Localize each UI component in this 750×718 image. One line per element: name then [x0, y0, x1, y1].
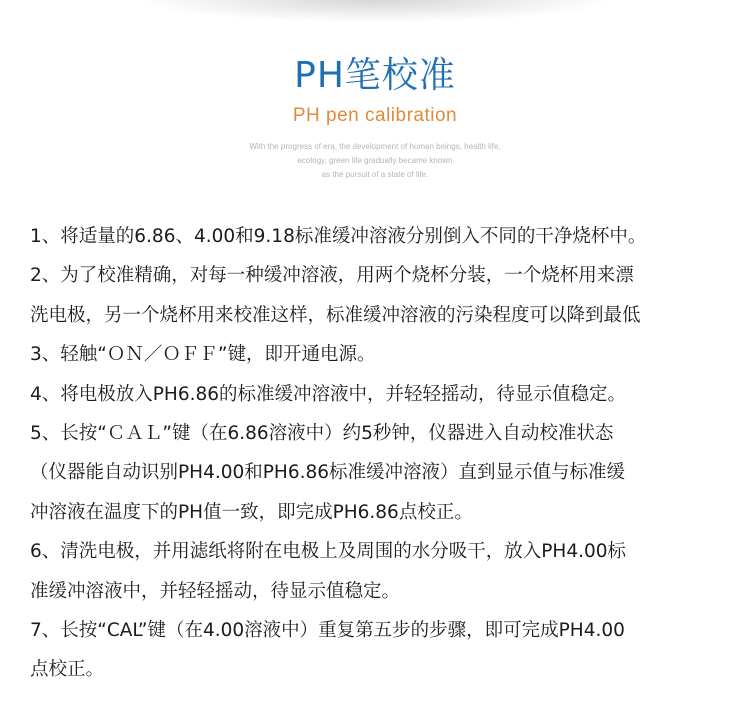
step-line: 2、为了校准精确，对每一种缓冲溶液，用两个烧杯分装，一个烧杯用来漂	[30, 265, 634, 287]
tagline-line: With the progress of era, the development of human beings, health life,	[249, 142, 501, 151]
tagline	[175, 140, 575, 182]
step-line: 6、清洗电极，并用滤纸将附在电极上及周围的水分吸干，放入PH4.00标	[30, 541, 627, 563]
step-line: 1、将适量的6.86、4.00和9.18标准缓冲溶液分别倒入不同的干净烧杯中。	[30, 226, 647, 247]
page-subtitle: PH pen calibration	[292, 105, 458, 126]
step-line: 4、将电极放入PH6.86的标准缓冲溶液中，并轻轻摇动，待显示值稳定。	[30, 383, 627, 405]
step-line: （仪器能自动识别PH4.00和PH6.86标准缓冲溶液）直到显示值与标准缓	[30, 462, 626, 484]
step-line: 点校正。	[30, 659, 105, 681]
step-line: 准缓冲溶液中，并轻轻摇动，待显示值稳定。	[30, 580, 401, 602]
calibration-steps	[30, 217, 740, 690]
step-line: 洗电极，另一个烧杯用来校准这样，标准缓冲溶液的污染程度可以降到最低	[30, 304, 641, 326]
top-shadow-decoration	[140, 0, 610, 22]
page-header	[0, 52, 750, 128]
step-line: 5、长按“ＣＡＬ”键（在6.86溶液中）约5秒钟，仪器进入自动校准状态	[30, 422, 614, 444]
step-line: 7、长按“CAL”键（在4.00溶液中）重复第五步的步骤，即可完成PH4.00	[30, 619, 625, 641]
step-line: 3、轻触“ＯＮ／ＯＦＦ”键，即开通电源。	[30, 344, 376, 366]
tagline-line: as the pursuit of a state of life.	[321, 170, 429, 179]
tagline-line: ecology, green life gradually became known	[297, 156, 453, 165]
step-line: 冲溶液在温度下的PH值一致，即完成PH6.86点校正。	[30, 501, 473, 523]
page-title: PH笔校准	[294, 55, 456, 96]
